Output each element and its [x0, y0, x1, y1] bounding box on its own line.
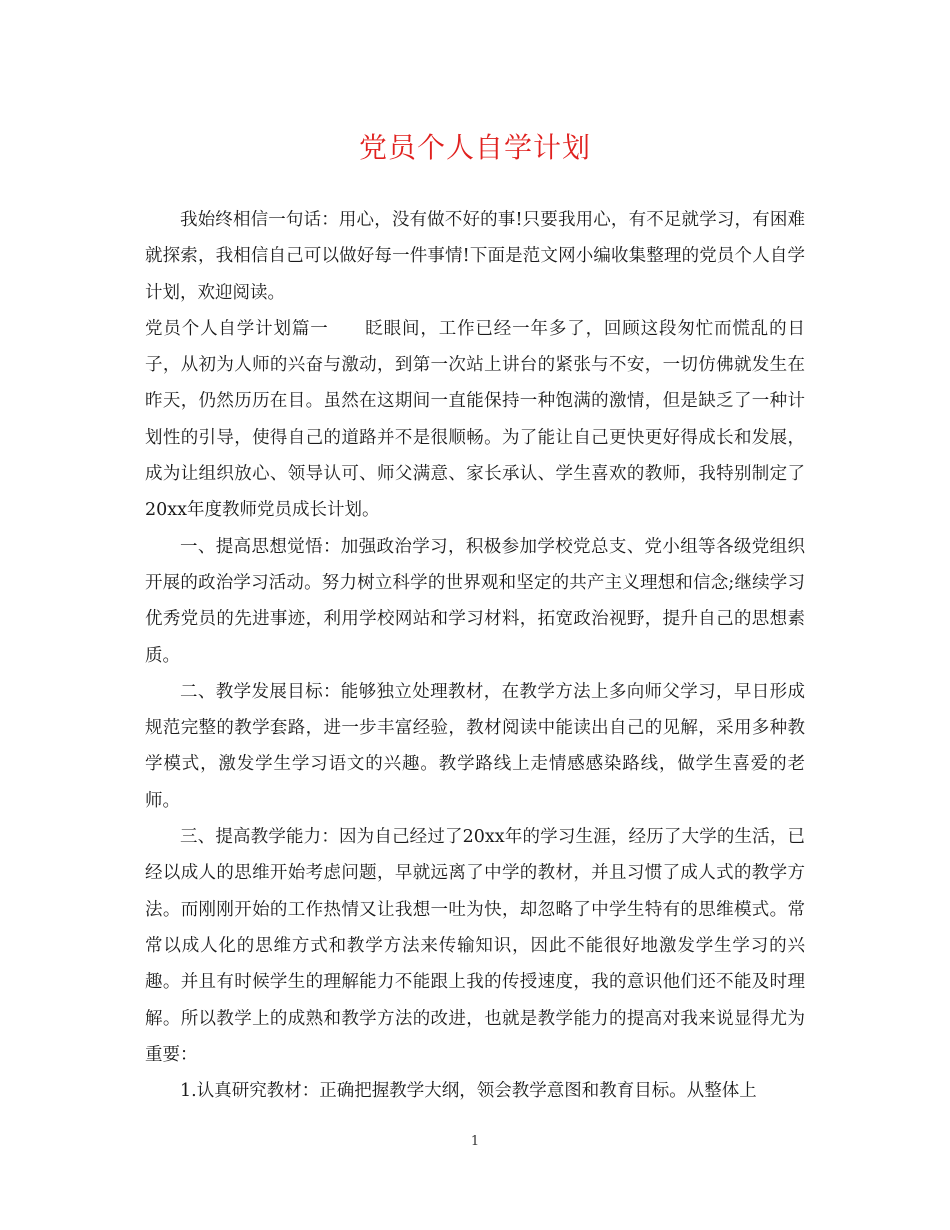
thought-paragraph: 一、提高思想觉悟：加强政治学习，积极参加学校党总支、党小组等各级党组织开展的政治学习活动。努力树立科学的世界观和坚定的共产主义理想和信念;继续学习优秀党员的先进事迹，利用学校网站和学习材料，拓宽政治视野，提升自己的思想素质。 [145, 536, 805, 666]
study-materials-paragraph: 1.认真研究教材：正确把握教学大纲，领会教学意图和教育目标。从整体上 [180, 1081, 757, 1102]
section-one-paragraph: 党员个人自学计划篇一 眨眼间，工作已经一年多了，回顾这段匆忙而慌乱的日子，从初为人师的兴奋与激动，到第一次站上讲台的紧张与不安，一切仿佛就发生在昨天，仍然历历在目。虽然在这期间一直能保持一种饱满的激情，但是缺乏了一种计划性的引导，使得自己的道路并不是很顺畅。为了能让自己更快更好得成长和发展，成为让组织放心、领导认可、师父满意、家长承认、学生喜欢的教师，我特别制定了20xx年度教师党员成长计划。 [145, 318, 805, 521]
document-body [145, 202, 805, 1109]
teaching-goal-paragraph: 二、教学发展目标：能够独立处理教材，在教学方法上多向师父学习，早日形成规范完整的教学套路，进一步丰富经验，教材阅读中能读出自己的见解，采用多种教学模式，激发学生学习语文的兴趣。教学路线上走情感感染路线，做学生喜爱的老师。 [145, 681, 805, 811]
teaching-ability-paragraph: 三、提高教学能力：因为自己经过了20xx年的学习生涯，经历了大学的生活，已经以成人的思维开始考虑问题，早就远离了中学的教材，并且习惯了成人式的教学方法。而刚刚开始的工作热情又让我想一吐为快，却忽略了中学生特有的思维模式。常常以成人化的思维方式和教学方法来传输知识，因此不能很好地激发学生学习的兴趣。并且有时候学生的理解能力不能跟上我的传授速度，我的意识他们还不能及时理解。所以教学上的成熟和教学方法的改进，也就是教学能力的提高对我来说显得尤为重要： [145, 827, 805, 1065]
document-title: 党员个人自学计划 [358, 131, 591, 164]
page-number: 1 [470, 1134, 480, 1149]
intro-paragraph: 我始终相信一句话：用心，没有做不好的事!只要我用心，有不足就学习，有困难就探索，我相信自己可以做好每一件事情!下面是范文网小编收集整理的党员个人自学计划，欢迎阅读。 [145, 210, 805, 303]
